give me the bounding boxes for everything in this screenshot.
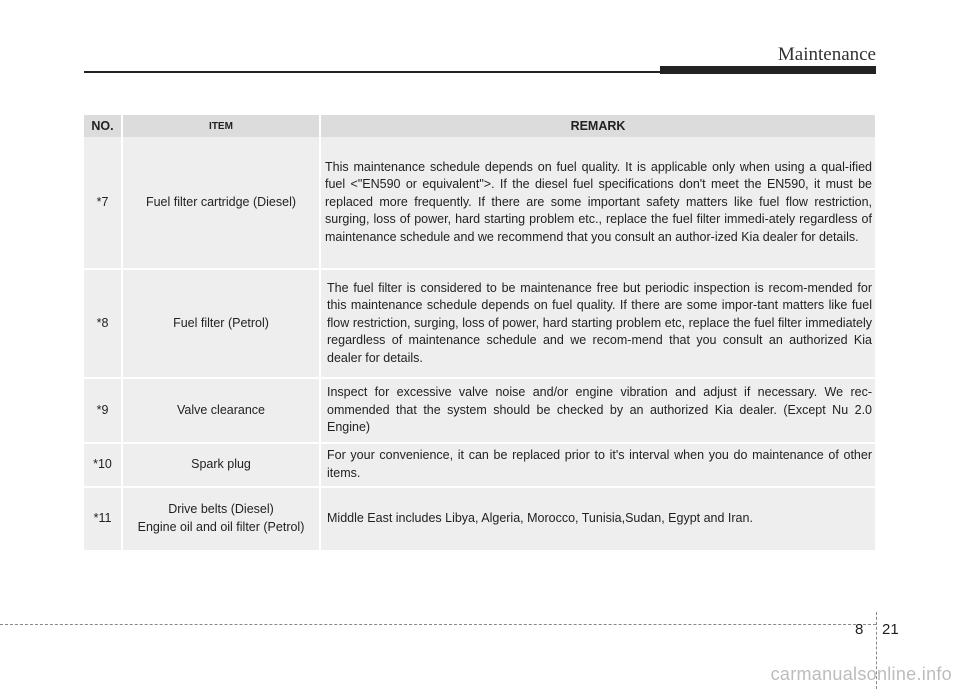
column-header-no: NO. (84, 115, 121, 137)
row-number: *10 (84, 444, 121, 488)
row-item: Valve clearance (121, 379, 319, 444)
row-remark: For your convenience, it can be replaced prior to it's interval when you do maintenance of other items. (319, 444, 875, 488)
section-title: Maintenance (777, 44, 876, 65)
row-item: Fuel filter cartridge (Diesel) (121, 137, 319, 270)
row-item-line: Engine oil and oil filter (Petrol) (137, 520, 305, 534)
row-remark: Middle East includes Libya, Algeria, Morocco, Tunisia,Sudan, Egypt and Iran. (319, 488, 875, 552)
row-remark: Inspect for excessive valve noise and/or engine vibration and adjust if necessary. We rec-ommended that the system should be checked by an authorized Kia dealer. (Except Nu 2.0 Engine) (319, 379, 875, 444)
row-number: *9 (84, 379, 121, 444)
page-number: 21 (882, 621, 899, 638)
row-remark: The fuel filter is considered to be maintenance free but periodic inspection is recom-mended for this maintenance schedule depends on fuel quality. If there are some impor-tant matters like fuel flow restriction, surging, loss of power, hard starting problem etc, replace the fuel filter immediately regardless of maintenance schedule and we recom-mend that you consult an authorized Kia dealer for details. (319, 270, 875, 379)
row-item-line: Drive belts (Diesel) (168, 502, 274, 517)
column-header-remark: REMARK (319, 115, 875, 137)
row-item (121, 488, 319, 552)
row-remark: This maintenance schedule depends on fuel quality. It is applicable only when using a qual-ified fuel <"EN590 or equivalent">. If the diesel fuel specifications don't meet the EN590, it must be replaced more frequently. If there are some important safety matters like fuel flow restriction, surging, loss of power, hard starting problem etc., replace the fuel filter immedi-ately regardless of maintenance schedule and we recommend that you consult an author-ized Kia dealer for details. (319, 137, 875, 270)
header-rule (84, 71, 684, 73)
watermark-text: carmanualsonline.info (770, 664, 952, 684)
row-item: Fuel filter (Petrol) (121, 270, 319, 379)
table-row (84, 379, 875, 444)
footer-dashed-rule (0, 624, 876, 625)
table-row (84, 444, 875, 488)
chapter-number: 8 (855, 621, 864, 638)
header-rule-bar (660, 66, 876, 74)
table-row (84, 488, 875, 552)
row-number: *8 (84, 270, 121, 379)
table-row (84, 137, 875, 270)
row-number: *11 (84, 488, 121, 552)
maintenance-notes-table (84, 115, 875, 552)
column-header-item: ITEM (121, 115, 319, 137)
row-item: Spark plug (121, 444, 319, 488)
table-row (84, 270, 875, 379)
row-number: *7 (84, 137, 121, 270)
table-header-row (84, 115, 875, 137)
